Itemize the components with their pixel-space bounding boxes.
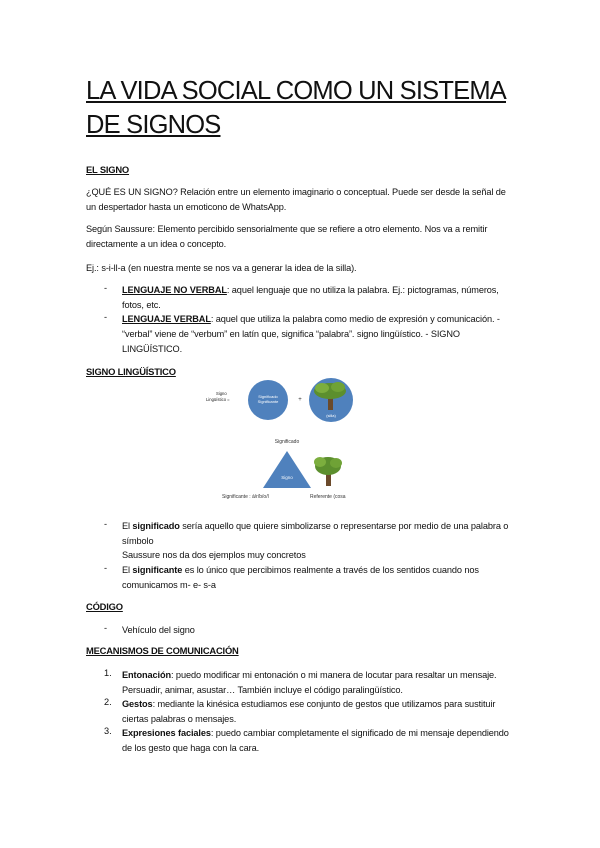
paragraph-que-es-signo: ¿QUÉ ES UN SIGNO? Relación entre un elemento imaginario o conceptual. Puede ser desde la señal de un despertador hasta un emoticono de WhatsApp. [86, 187, 506, 212]
term-lenguaje-no-verbal: LENGUAJE NO VERBAL [122, 285, 227, 295]
page-title: LA VIDA SOCIAL COMO UN SISTEMA DE SIGNOS [86, 77, 506, 139]
bullet-lenguaje-verbal [122, 312, 517, 357]
section-heading-signo: EL SIGNO [86, 164, 130, 175]
signo-diagram [200, 378, 400, 508]
bullet-text: El [122, 521, 133, 531]
list-item-expresiones [122, 726, 517, 756]
bullet-text: sería aquello que quiere simbolizarse o representarse por medio de una palabra o símbolo [122, 521, 509, 546]
diagram-significado-label: Significado [274, 439, 300, 445]
bullet-note-saussure: Saussure nos da dos ejemplos muy concretos [122, 550, 306, 560]
bullet-dash: - [104, 563, 108, 573]
paragraph-saussure: Según Saussure: Elemento percibido sensorialmente que se refiere a otro elemento. Nos va a remitir directamente a un idea o concepto. [86, 224, 488, 249]
list-number: 1. [104, 668, 112, 678]
section-heading-codigo: CÓDIGO [86, 601, 123, 612]
circle-text: Significado Significante [257, 394, 279, 404]
term-significado: significado [132, 521, 180, 531]
diagram-significante-label: Significante : á/r/b/o/l [222, 494, 269, 500]
list-item-text: : mediante la kinésica estudiamos ese conjunto de gestos que utilizamos para sustituir ciertas palabras o mensajes. [122, 699, 496, 724]
bullet-text: El [122, 565, 133, 575]
list-number: 2. [104, 697, 112, 707]
section-heading-mecanismos: MECANISMOS DE COMUNICACIÓN [86, 645, 239, 656]
term-lenguaje-verbal: LENGUAJE VERBAL [122, 314, 211, 324]
bullet-text: : aquel que utiliza la palabra como medio de expresión y comunicación. - “verbal” viene de “verbum” en latín que, significa “palabra”. signo lingüístico. - SIGNO LINGÜÍSTICO. [122, 314, 500, 354]
diagram-signo-label: Signo Lingüístico = [206, 391, 230, 402]
bullet-significado [122, 519, 517, 549]
tree-icon [314, 457, 342, 486]
bullet-vehiculo: Vehículo del signo [122, 625, 195, 635]
list-number: 3. [104, 726, 112, 736]
list-item-text: : puedo modificar mi entonación o mi manera de locutar para resaltar un mensaje. Persuadir, animar, asustar… También incluye el código paralingüístico. [122, 670, 497, 695]
term-expresiones-faciales: Expresiones faciales [122, 728, 211, 738]
signo-triangle [263, 451, 311, 488]
bullet-dash: - [104, 519, 108, 529]
term-gestos: Gestos [122, 699, 153, 709]
term-entonacion: Entonación [122, 670, 172, 680]
paragraph-ejemplo: Ej.: s-i-ll-a (en nuestra mente se nos va a generar la idea de la silla). [86, 263, 357, 273]
bullet-dash: - [104, 312, 108, 322]
bullet-significante [122, 563, 517, 593]
plus-sign: + [298, 397, 302, 403]
bullet-lenguaje-no-verbal [122, 283, 517, 313]
bullet-dash: - [104, 623, 108, 633]
list-item-entonacion [122, 668, 517, 698]
section-heading-signo-linguistico: SIGNO LINGÜÍSTICO [86, 366, 176, 377]
list-item-text: : puedo cambiar completamente el significado de mi mensaje dependiendo de los gesto que haga con la cara. [122, 728, 509, 753]
diagram-referente-label: Referente (cosa [310, 494, 346, 500]
list-item-gestos [122, 697, 517, 727]
circle-text: (silla) [326, 413, 336, 418]
triangle-text: Signo [281, 475, 293, 480]
bullet-dash: - [104, 283, 108, 293]
bullet-text: : aquel lenguaje que no utiliza la palabra. Ej.: pictogramas, números, fotos, etc. [122, 285, 499, 310]
term-significante: significante [132, 565, 183, 575]
bullet-text: es lo único que percibimos realmente a través de los sentidos cuando nos comunicamos m- e- s-a [122, 565, 479, 590]
